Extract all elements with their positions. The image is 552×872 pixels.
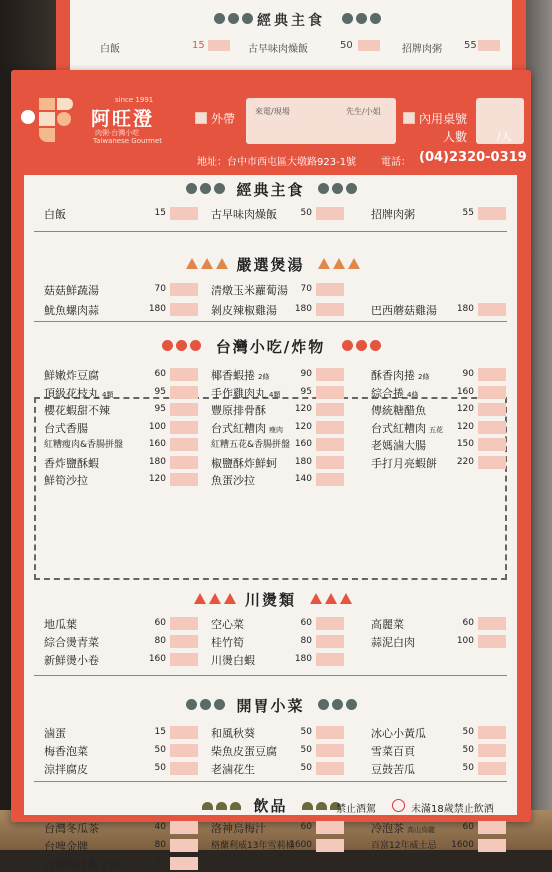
menu-item-price: 60	[300, 822, 312, 832]
item-label: 老滷花生	[211, 763, 255, 776]
back-menu-sheet	[56, 0, 526, 78]
menu-item-name	[211, 420, 283, 436]
quantity-box[interactable]	[478, 403, 506, 416]
menu-item-price: 220	[456, 456, 474, 467]
section-title: 經典主食	[236, 181, 305, 199]
item-label: 豆鼓苦瓜	[371, 763, 415, 776]
back-qty-box	[208, 40, 230, 51]
title-dots-left	[186, 258, 228, 269]
item-note: 4顆	[269, 390, 281, 399]
section-title: 飲品	[253, 797, 288, 815]
dine-in-checkbox[interactable]	[403, 112, 415, 124]
item-label: 新鮮燙小卷	[44, 654, 99, 667]
item-label: 紅糟瘦肉&香腸拼盤	[44, 440, 124, 450]
quantity-box[interactable]	[316, 438, 344, 451]
item-label: 手作雞肉丸	[211, 386, 266, 400]
phone-number: (04)2320-0319	[419, 150, 527, 165]
menu-item-price: 60	[154, 369, 166, 379]
quantity-box[interactable]	[170, 473, 198, 486]
quantity-box[interactable]	[170, 617, 198, 630]
back-item: 古早味肉燥飯	[248, 44, 308, 55]
menu-item-name	[211, 634, 244, 650]
back-price: 55	[464, 40, 477, 51]
menu-item-name	[371, 420, 443, 436]
menu-item-name	[371, 385, 418, 401]
quantity-box[interactable]	[170, 821, 198, 834]
quantity-box[interactable]	[316, 207, 344, 220]
item-label: 椰香蝦捲	[211, 369, 255, 382]
quantity-box[interactable]	[478, 762, 506, 775]
item-note: 2條	[258, 373, 270, 381]
item-label: 地瓜葉	[44, 618, 77, 631]
menu-item-price: 60	[462, 618, 474, 628]
section-title: 開胃小菜	[236, 697, 305, 715]
quantity-box[interactable]	[170, 456, 198, 469]
quantity-box[interactable]	[478, 303, 506, 316]
no-minor-drinking: 未滿18歲禁止飲酒	[411, 804, 494, 815]
item-label: 鮮嫩炸豆腐	[44, 369, 99, 382]
menu-item-name	[211, 455, 277, 471]
quantity-box[interactable]	[170, 303, 198, 316]
no-drunk-driving: 禁止酒駕	[336, 804, 376, 815]
quantity-box[interactable]	[316, 635, 344, 648]
menu-item-price: 95	[300, 386, 312, 397]
menu-item-price: 1600	[451, 840, 474, 850]
quantity-box[interactable]	[478, 456, 506, 469]
item-label: 古早味肉燥飯	[211, 208, 277, 221]
phone-field-label: 來電/現場	[255, 107, 290, 116]
menu-item-price: 120	[148, 474, 166, 484]
item-label: 涼拌腐皮	[44, 763, 88, 776]
quantity-box[interactable]	[478, 438, 506, 451]
divider	[34, 321, 507, 322]
title-dots-left	[186, 183, 225, 194]
no-alcohol-icon	[392, 799, 405, 812]
item-note: 4條	[407, 390, 419, 399]
menu-item-name	[211, 367, 269, 383]
quantity-box[interactable]	[478, 386, 506, 399]
menu-item-name	[371, 634, 415, 650]
quantity-box[interactable]	[478, 744, 506, 757]
quantity-box[interactable]	[170, 421, 198, 434]
menu-item-price: 15	[154, 208, 166, 218]
title-dots-left	[194, 593, 236, 604]
menu-item-name	[44, 761, 88, 777]
item-note: 2條	[418, 373, 430, 381]
quantity-box[interactable]	[316, 303, 344, 316]
menu-item-price: 100	[148, 421, 166, 432]
menu-item-price: 180	[294, 304, 312, 314]
item-label: 紅糟五花&香腸拼盤	[211, 440, 291, 450]
item-label: 招牌肉粥	[371, 208, 415, 221]
brand-subtitle: 肉粥·台灣小吃	[95, 129, 140, 137]
people-per-label: /人	[497, 130, 512, 143]
item-note: 瘦肉	[269, 425, 283, 434]
section-title: 川燙類	[244, 591, 296, 609]
menu-item-price: 180	[294, 456, 312, 467]
menu-item-price: 160	[148, 654, 166, 664]
section-title: 台灣小吃/炸物	[215, 338, 326, 356]
back-title-dots-right	[342, 13, 381, 24]
item-label: 巴西蘑菇雞湯	[371, 304, 437, 317]
back-qty-box	[358, 40, 380, 51]
item-label: 香炸鹽酥蝦	[44, 456, 99, 470]
menu-item-name	[371, 725, 426, 741]
menu-item-price: 50	[462, 727, 474, 737]
menu-item-name	[44, 743, 88, 759]
item-label: 桂竹筍	[211, 636, 244, 649]
menu-item-name	[371, 838, 436, 851]
quantity-box[interactable]	[478, 726, 506, 739]
quantity-box[interactable]	[170, 762, 198, 775]
menu-item-name	[371, 616, 404, 632]
menu-item-price: 160	[148, 439, 166, 449]
menu-item-price: 90	[462, 369, 474, 379]
item-label: 台式紅糟肉	[211, 421, 266, 435]
quantity-box[interactable]	[170, 635, 198, 648]
item-note: 高山烏龍	[407, 826, 435, 834]
quantity-box[interactable]	[316, 456, 344, 469]
item-label: 台鹽海洋離子水	[44, 858, 121, 871]
quantity-box[interactable]	[478, 207, 506, 220]
brand-logo-icon	[21, 94, 76, 144]
item-label: 魚蛋沙拉	[211, 474, 255, 487]
menu-item-name	[44, 455, 99, 471]
menu-item-price: 90	[300, 369, 312, 379]
quantity-box[interactable]	[170, 283, 198, 296]
quantity-box[interactable]	[170, 403, 198, 416]
back-menu-title: 經典主食	[257, 13, 325, 29]
menu-item-name	[211, 402, 266, 418]
menu-item-price: 120	[294, 421, 312, 432]
title-dots-right	[342, 340, 381, 351]
quantity-box[interactable]	[316, 617, 344, 630]
menu-item-price: 50	[462, 763, 474, 773]
menu-item-price: 50	[300, 763, 312, 773]
menu-item-price: 60	[300, 618, 312, 628]
item-label: 柴魚皮蛋豆腐	[211, 745, 277, 758]
takeaway-checkbox[interactable]	[195, 112, 207, 124]
title-dots-left	[202, 799, 241, 810]
menu-item-price: 70	[154, 284, 166, 294]
menu-item-name	[211, 302, 277, 318]
back-item: 白飯	[100, 44, 120, 55]
menu-item-name	[371, 367, 429, 383]
quantity-box[interactable]	[170, 368, 198, 381]
item-label: 滷蛋	[44, 727, 66, 740]
menu-item-name	[371, 761, 415, 777]
menu-item-name	[44, 472, 88, 488]
menu-item-price: 150	[456, 439, 474, 449]
item-label: 台灣冬瓜茶	[44, 822, 99, 835]
brand-subtitle-en: Taiwanese Gourmet	[93, 137, 163, 145]
menu-item-price: 180	[294, 654, 312, 664]
menu-item-price: 100	[456, 636, 474, 646]
quantity-box[interactable]	[316, 744, 344, 757]
menu-item-price: 50	[300, 727, 312, 737]
menu-item-name	[44, 385, 113, 401]
item-label: 台啤金牌	[44, 840, 88, 853]
item-label: 洛神烏梅汁	[211, 822, 266, 835]
menu-item-name	[44, 616, 77, 632]
item-label: 菇菇鮮蔬湯	[44, 284, 99, 297]
item-label: 豐原排骨酥	[211, 404, 266, 417]
menu-item-price: 50	[154, 763, 166, 773]
menu-item-price: 95	[154, 386, 166, 397]
item-label: 剝皮辣椒雞湯	[211, 304, 277, 317]
menu-item-name	[44, 282, 99, 298]
item-label: 和風秋葵	[211, 727, 255, 740]
quantity-box[interactable]	[170, 839, 198, 852]
menu-item-price: 80	[300, 636, 312, 646]
quantity-box[interactable]	[316, 283, 344, 296]
title-dots-right	[318, 699, 357, 710]
menu-item-price: 1600	[289, 840, 312, 850]
item-label: 鮮筍沙拉	[44, 474, 88, 487]
item-note: 4顆	[102, 390, 114, 399]
menu-item-name	[44, 725, 66, 741]
menu-item-name	[44, 367, 99, 383]
menu-item-name	[371, 820, 435, 836]
divider	[34, 675, 507, 676]
menu-item-price: 120	[294, 404, 312, 414]
menu-item-price: 30	[154, 858, 166, 868]
menu-item-name	[211, 725, 255, 741]
item-label: 老媽滷大腸	[371, 439, 426, 452]
menu-item-name	[371, 743, 415, 759]
item-label: 格蘭利威13年雪莉桶	[211, 841, 295, 851]
dine-in-label: 內用桌號	[419, 112, 468, 126]
item-label: 頂級花枝丸	[44, 386, 99, 400]
item-label: 雪菜百頁	[371, 745, 415, 758]
customer-info-field[interactable]	[246, 98, 396, 144]
menu-item-name	[211, 743, 277, 759]
menu-item-price: 180	[456, 304, 474, 314]
back-item: 招牌肉粥	[402, 44, 442, 55]
item-label: 空心菜	[211, 618, 244, 631]
item-label: 蒜泥白肉	[371, 636, 415, 649]
menu-item-name	[211, 385, 280, 401]
menu-item-name	[44, 302, 99, 318]
quantity-box[interactable]	[316, 368, 344, 381]
takeaway-label: 外帶	[211, 112, 236, 126]
menu-item-price: 160	[456, 386, 474, 397]
menu-sheet	[11, 70, 531, 871]
quantity-box[interactable]	[316, 762, 344, 775]
people-label: 人數	[443, 130, 468, 144]
name-field-label: 先生/小姐	[346, 107, 381, 116]
menu-item-name	[211, 437, 290, 450]
item-label: 酥香肉捲	[371, 369, 415, 382]
menu-item-price: 50	[300, 745, 312, 755]
title-dots-left	[162, 340, 201, 351]
quantity-box[interactable]	[316, 839, 344, 852]
back-menu-inner	[70, 0, 512, 70]
menu-item-price: 70	[300, 284, 312, 294]
menu-item-price: 120	[456, 404, 474, 414]
item-label: 綜合捲	[371, 386, 404, 400]
menu-item-name	[44, 402, 110, 418]
menu-content	[24, 175, 517, 871]
menu-item-price: 180	[148, 456, 166, 467]
item-label: 冷泡茶	[371, 822, 404, 835]
quantity-box[interactable]	[170, 857, 198, 870]
menu-item-price: 80	[154, 840, 166, 850]
item-label: 櫻花蝦甜不辣	[44, 404, 110, 417]
quantity-box[interactable]	[478, 617, 506, 630]
quantity-box[interactable]	[316, 421, 344, 434]
quantity-box[interactable]	[316, 821, 344, 834]
quantity-box[interactable]	[170, 653, 198, 666]
brand-since: since 1991	[115, 96, 154, 104]
menu-item-name	[211, 472, 255, 488]
quantity-box[interactable]	[478, 368, 506, 381]
menu-item-price: 40	[154, 822, 166, 832]
menu-item-name	[211, 282, 288, 298]
section-title: 嚴選煲湯	[236, 256, 305, 274]
quantity-box[interactable]	[170, 744, 198, 757]
menu-item-name	[371, 455, 437, 471]
menu-item-price: 60	[154, 618, 166, 628]
quantity-box[interactable]	[478, 421, 506, 434]
quantity-box[interactable]	[316, 653, 344, 666]
menu-item-price: 15	[154, 727, 166, 737]
quantity-box[interactable]	[170, 438, 198, 451]
brand-name: 阿旺澄	[91, 108, 155, 130]
menu-item-price: 120	[456, 421, 474, 432]
item-label: 川燙白蝦	[211, 654, 255, 667]
menu-item-name	[44, 206, 66, 222]
quantity-box[interactable]	[478, 635, 506, 648]
title-dots-right	[310, 593, 352, 604]
item-note: 五花	[429, 425, 443, 434]
quantity-box[interactable]	[170, 207, 198, 220]
menu-item-price: 80	[154, 636, 166, 646]
item-label: 台式紅糟肉	[371, 421, 426, 435]
title-dots-right	[318, 258, 360, 269]
menu-item-name	[371, 437, 426, 453]
menu-item-name	[44, 820, 99, 836]
title-dots-right	[318, 183, 357, 194]
item-label: 梅香泡菜	[44, 745, 88, 758]
menu-item-name	[44, 856, 121, 872]
back-price: 15	[192, 40, 205, 51]
menu-item-name	[44, 634, 99, 650]
back-price: 50	[340, 40, 353, 51]
address: 地址：台中市西屯區大墩路923-1號	[197, 157, 357, 168]
quantity-box[interactable]	[170, 726, 198, 739]
back-qty-box	[478, 40, 500, 51]
menu-item-price: 50	[154, 745, 166, 755]
menu-item-name	[371, 206, 415, 222]
quantity-box[interactable]	[170, 386, 198, 399]
menu-item-name	[211, 206, 277, 222]
item-label: 冰心小黃瓜	[371, 727, 426, 740]
title-dots-left	[186, 699, 225, 710]
menu-item-price: 50	[462, 745, 474, 755]
menu-item-price: 55	[462, 208, 474, 218]
phone-label: 電話：	[381, 157, 411, 168]
menu-item-name	[44, 420, 88, 436]
item-label: 百富12年威士忌	[371, 841, 437, 851]
menu-item-name	[211, 616, 244, 632]
quantity-box[interactable]	[478, 839, 506, 852]
quantity-box[interactable]	[316, 386, 344, 399]
menu-item-name	[44, 652, 99, 668]
menu-item-price: 50	[300, 208, 312, 218]
menu-item-name	[371, 402, 426, 418]
menu-item-price: 60	[462, 822, 474, 832]
menu-item-price: 140	[294, 474, 312, 484]
quantity-box[interactable]	[316, 403, 344, 416]
divider	[34, 781, 507, 782]
menu-item-price: 95	[154, 404, 166, 414]
menu-item-name	[211, 652, 255, 668]
menu-item-name	[371, 302, 437, 318]
menu-item-name	[44, 838, 88, 854]
item-label: 椒鹽酥炸鮮蚵	[211, 456, 277, 470]
item-label: 白飯	[44, 208, 66, 221]
menu-item-price: 180	[148, 304, 166, 314]
quantity-box[interactable]	[316, 726, 344, 739]
menu-item-name	[211, 761, 255, 777]
divider	[34, 231, 507, 232]
item-label: 傳統糖醋魚	[371, 404, 426, 417]
item-label: 台式香腸	[44, 421, 88, 435]
item-label: 高麗菜	[371, 618, 404, 631]
item-label: 魷魚螺肉蒜	[44, 304, 99, 317]
menu-item-name	[44, 437, 123, 450]
item-label: 清燉玉米蘿蔔湯	[211, 284, 288, 297]
menu-item-name	[211, 820, 266, 836]
quantity-box[interactable]	[478, 821, 506, 834]
quantity-box[interactable]	[316, 473, 344, 486]
item-label: 手打月亮蝦餅	[371, 456, 437, 470]
menu-item-price: 160	[294, 439, 312, 449]
item-label: 綜合燙青菜	[44, 636, 99, 649]
